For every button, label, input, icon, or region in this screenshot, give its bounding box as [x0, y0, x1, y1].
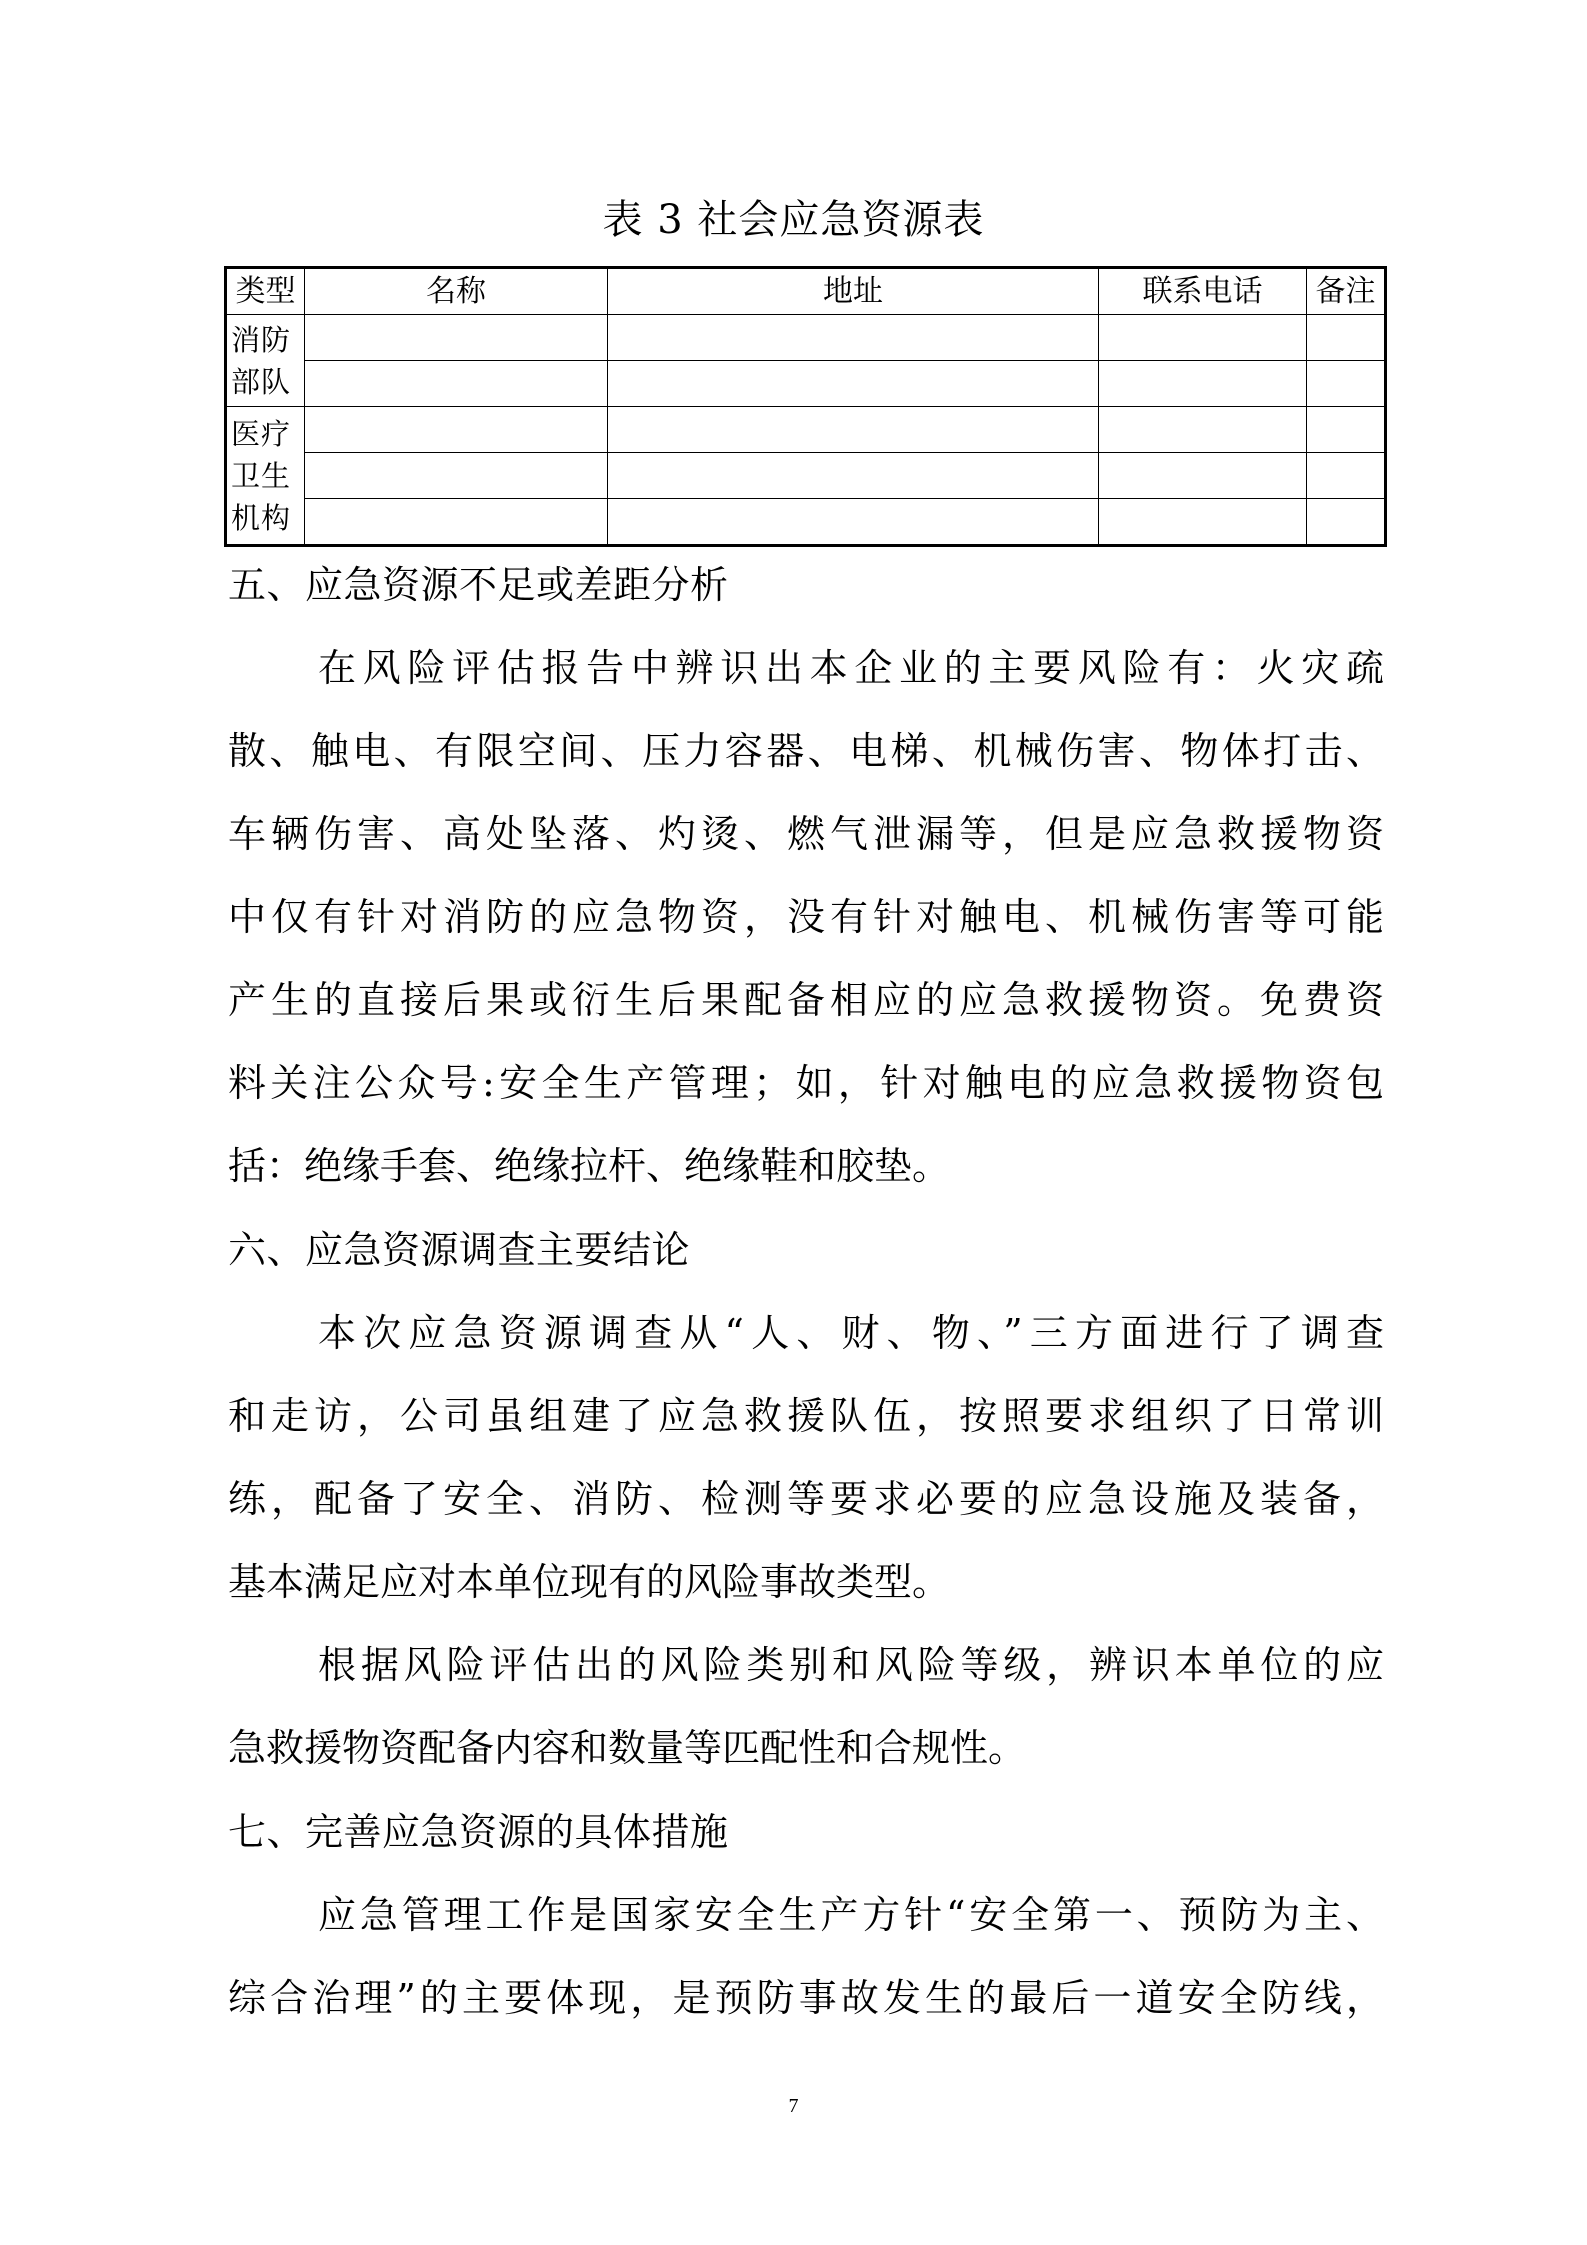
type-line: 医疗 [231, 416, 292, 451]
section-heading-6: 六、应急资源调查主要结论 [228, 1228, 691, 1272]
paragraph-line: 练，配备了安全、消防、检测等要求必要的应急设施及装备， [228, 1477, 1384, 1521]
paragraph-line: 基本满足应对本单位现有的风险事故类型。 [228, 1560, 951, 1604]
section-heading-5: 五、应急资源不足或差距分析 [228, 563, 729, 607]
paragraph-line: 应急管理工作是国家安全生产方针“安全第一、预防为主、 [318, 1893, 1384, 1937]
table-caption: 表 3 社会应急资源表 [602, 197, 985, 243]
type-line: 消防 [231, 322, 292, 357]
paragraph-line: 综合治理”的主要体现，是预防事故发生的最后一道安全防线， [228, 1976, 1384, 2020]
paragraph-line: 车辆伤害、高处坠落、灼烫、燃气泄漏等，但是应急救援物资 [228, 812, 1384, 856]
name-cell [305, 407, 608, 453]
address-cell [608, 499, 1099, 546]
table-row [226, 315, 1386, 361]
name-cell [305, 315, 608, 361]
type-cell-medical-institution [226, 407, 305, 546]
address-cell [608, 315, 1099, 361]
paragraph-line: 产生的直接后果或衍生后果配备相应的应急救援物资。免费资 [228, 978, 1384, 1022]
table-row [226, 407, 1386, 453]
phone-cell [1099, 315, 1307, 361]
header-type: 类型 [226, 268, 305, 315]
phone-cell [1099, 453, 1307, 499]
note-cell [1307, 453, 1386, 499]
paragraph-line: 料关注公众号:安全生产管理；如，针对触电的应急救援物资包 [228, 1061, 1384, 1105]
note-cell [1307, 361, 1386, 407]
type-line: 卫生 [231, 458, 292, 493]
address-cell [608, 453, 1099, 499]
social-emergency-resource-table [224, 266, 1387, 547]
note-cell [1307, 407, 1386, 453]
header-note: 备注 [1307, 268, 1386, 315]
paragraph-line: 散、触电、有限空间、压力容器、电梯、机械伤害、物体打击、 [228, 729, 1384, 773]
type-cell-fire-brigade [226, 315, 305, 407]
address-cell [608, 361, 1099, 407]
name-cell [305, 361, 608, 407]
phone-cell [1099, 499, 1307, 546]
paragraph-line: 在风险评估报告中辨识出本企业的主要风险有：火灾疏 [318, 646, 1384, 690]
table-row [226, 361, 1386, 407]
name-cell [305, 499, 608, 546]
type-line: 部队 [231, 364, 292, 399]
paragraph-line: 和走访，公司虽组建了应急救援队伍，按照要求组织了日常训 [228, 1394, 1384, 1438]
paragraph-line: 中仅有针对消防的应急物资，没有针对触电、机械伤害等可能 [228, 895, 1384, 939]
table-row [226, 499, 1386, 546]
address-cell [608, 407, 1099, 453]
phone-cell [1099, 407, 1307, 453]
paragraph-line: 急救援物资配备内容和数量等匹配性和合规性。 [228, 1726, 1027, 1770]
section-heading-7: 七、完善应急资源的具体措施 [228, 1810, 729, 1854]
type-line: 机构 [231, 500, 292, 535]
phone-cell [1099, 361, 1307, 407]
paragraph-line: 括：绝缘手套、绝缘拉杆、绝缘鞋和胶垫。 [228, 1144, 951, 1188]
header-name: 名称 [305, 268, 608, 315]
name-cell [305, 453, 608, 499]
header-phone: 联系电话 [1099, 268, 1307, 315]
note-cell [1307, 315, 1386, 361]
page-number: 7 [788, 2095, 799, 2117]
paragraph-line: 根据风险评估出的风险类别和风险等级，辨识本单位的应 [318, 1643, 1384, 1687]
note-cell [1307, 499, 1386, 546]
table-header-row [226, 268, 1386, 315]
table-row [226, 453, 1386, 499]
paragraph-line: 本次应急资源调查从“人、财、物、”三方面进行了调查 [318, 1311, 1384, 1355]
header-address: 地址 [608, 268, 1099, 315]
